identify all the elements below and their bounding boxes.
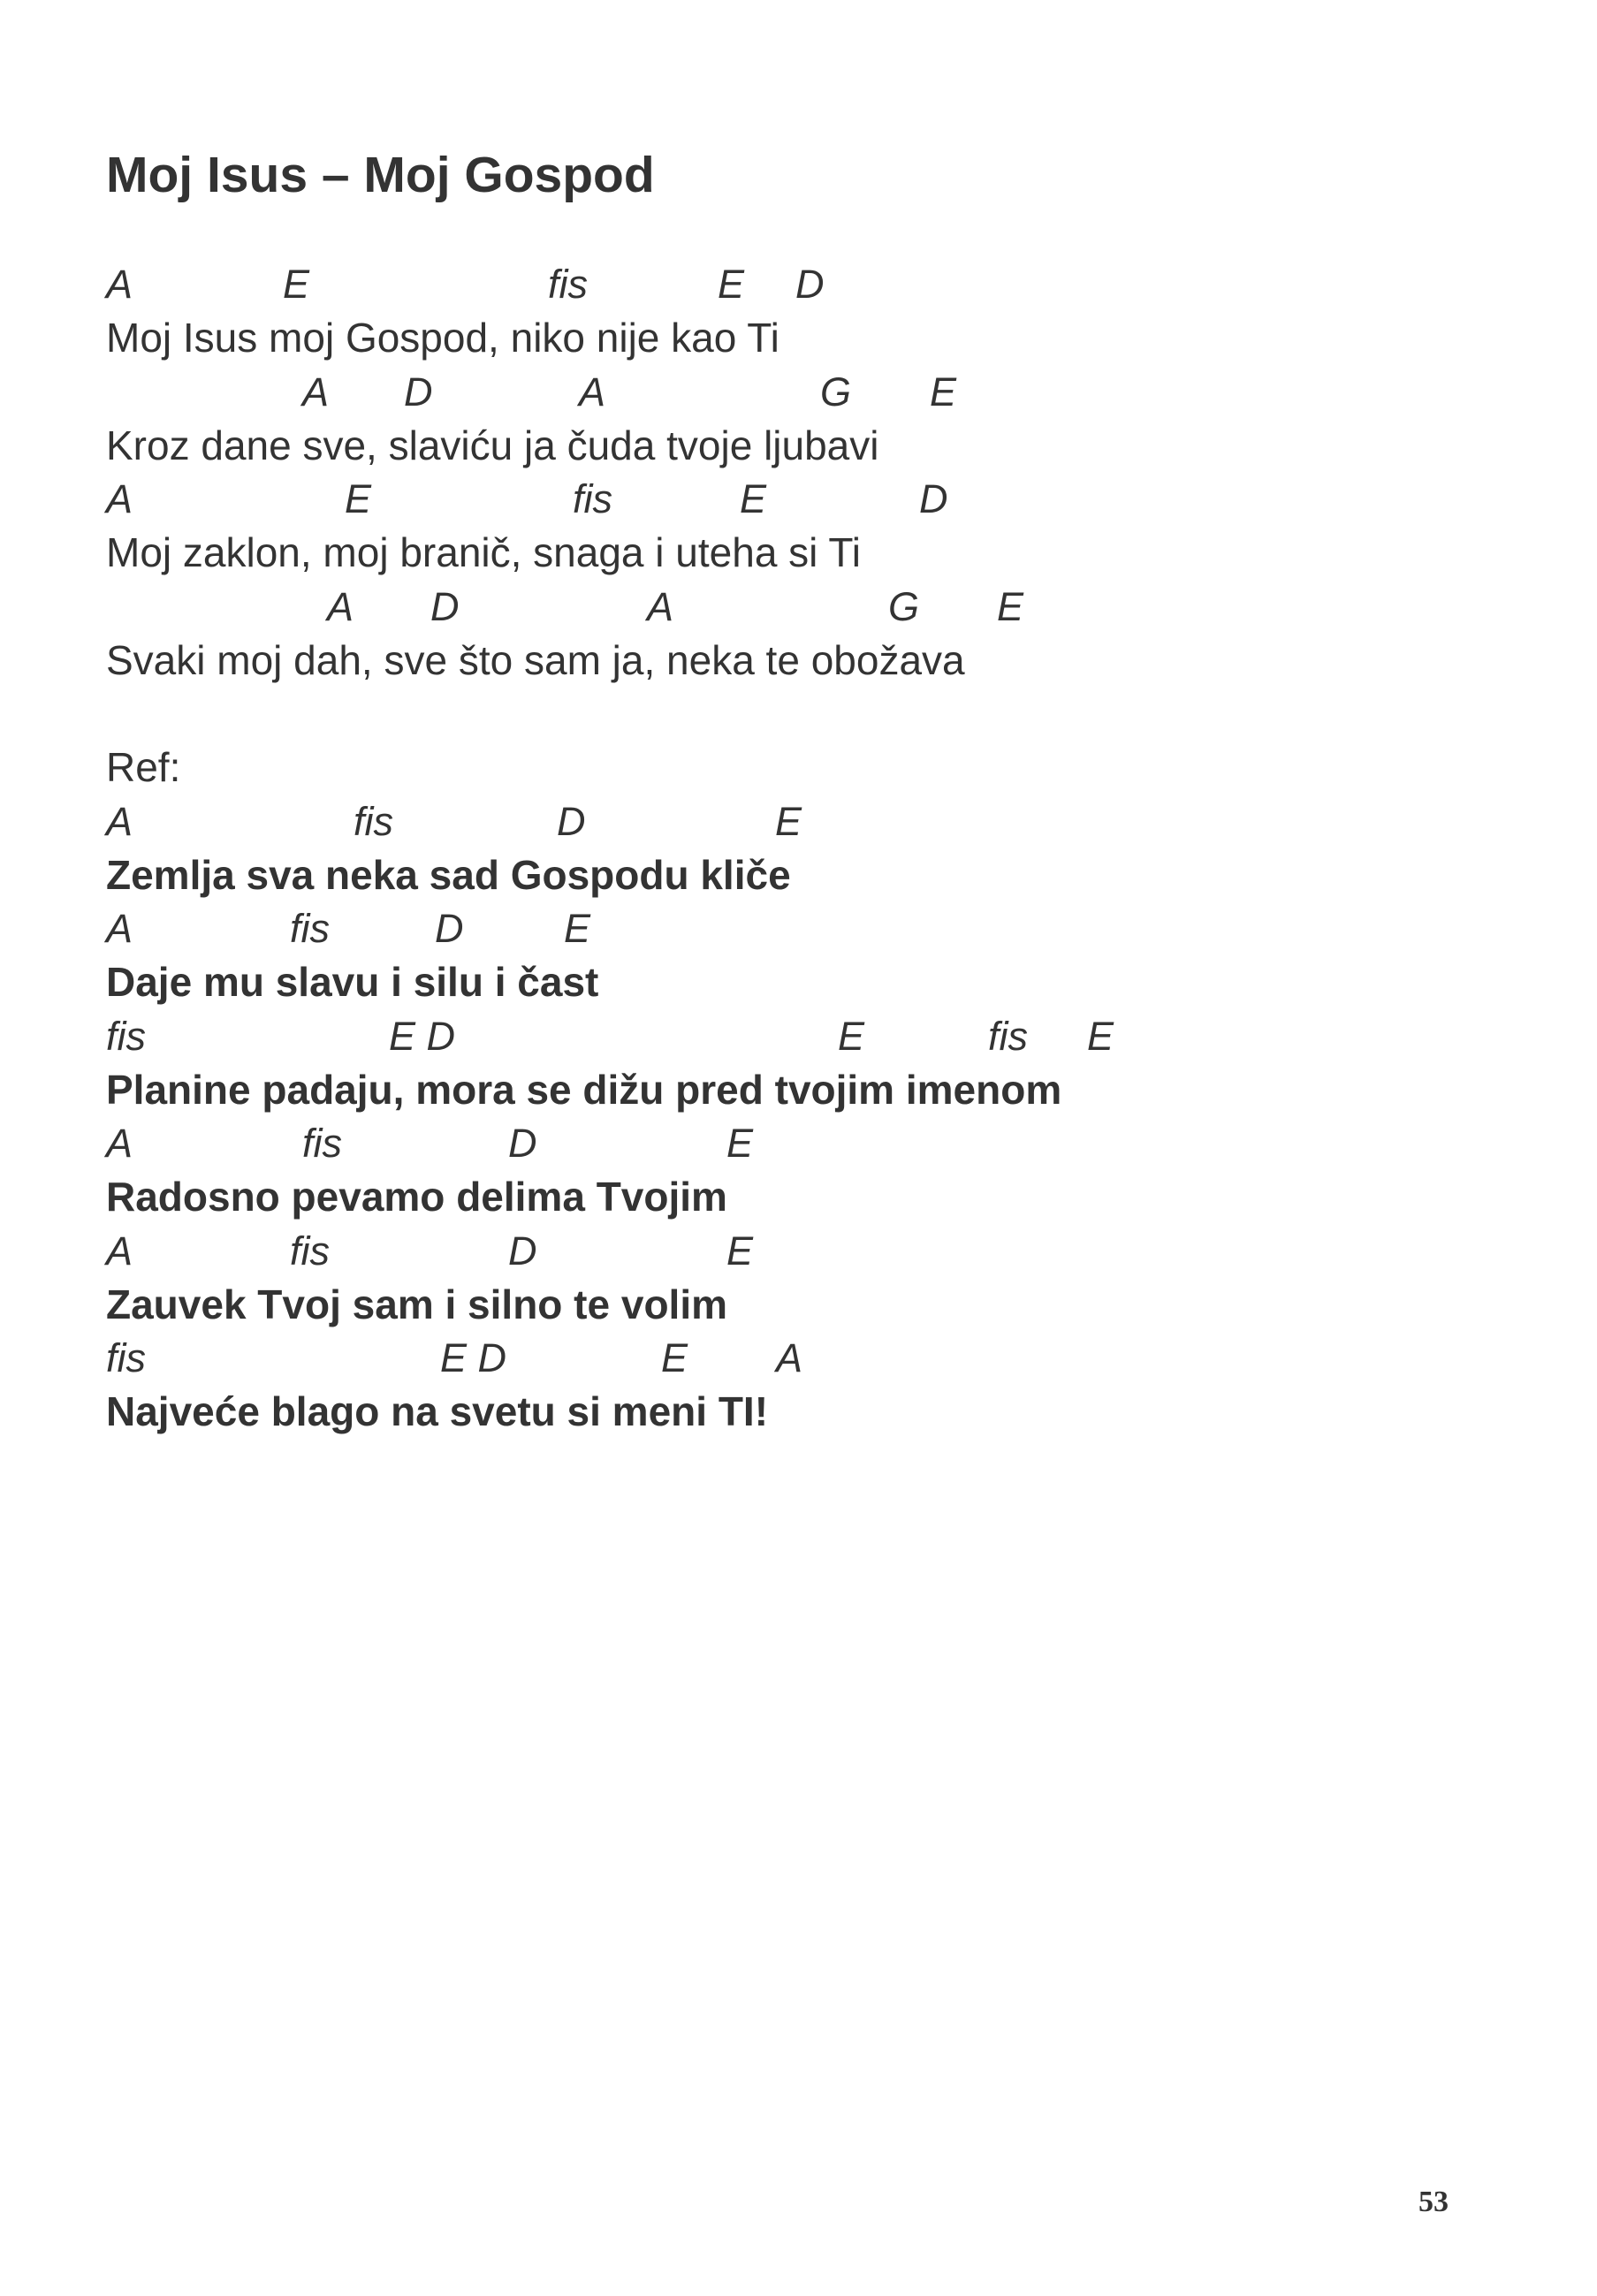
chord: E [838,1013,865,1059]
chord: E [930,369,957,414]
page-number: 53 [1418,2186,1449,2218]
chord: E [726,1121,754,1166]
song-body [106,258,1520,1440]
chord: A [579,369,606,414]
chord-row [106,1117,1520,1170]
verse-line-1 [106,258,1520,366]
verse-line-3 [106,473,1520,581]
refrain-line-2 [106,902,1520,1010]
chord-row [106,902,1520,955]
chord: D [795,262,825,307]
chord: A [106,798,133,844]
chord: A [106,262,133,307]
refrain-label: Ref: [106,744,181,790]
chord: D [435,906,464,951]
chord: A [106,1121,133,1166]
chord: E [661,1335,688,1380]
lyric-line: Kroz dane sve, slaviću ja čuda tvoje ljubavi [106,422,879,468]
chord-row [106,1225,1520,1278]
chord: A [327,583,354,629]
chord: D [557,798,586,844]
lyric-line: Radosno pevamo delima Tvojim [106,1174,727,1220]
chord: A [647,583,674,629]
chord: fis [290,906,330,951]
chord-row [106,258,1520,311]
chord: E [740,476,767,521]
refrain-line-1 [106,795,1520,903]
chord: fis [106,1335,146,1380]
chord: E [775,798,802,844]
lyric-line: Zauvek Tvoj sam i silno te volim [106,1281,728,1327]
chord: E [997,583,1024,629]
chord: fis [548,262,588,307]
chord: A [106,906,133,951]
chord: E [1087,1013,1114,1059]
verse-line-2 [106,366,1520,474]
chord: E D [389,1013,456,1059]
refrain-line-6 [106,1332,1520,1440]
chord-row [106,366,1520,419]
chord: fis [302,1121,342,1166]
chord: G [820,369,852,414]
chord: E [726,1228,754,1273]
refrain-line-3 [106,1010,1520,1118]
chord: fis [573,476,612,521]
chord: A [302,369,330,414]
chord: D [430,583,460,629]
chord: E [564,906,591,951]
chord: A [106,1228,133,1273]
chord: D [919,476,948,521]
chord-row [106,581,1520,634]
chord: A [106,476,133,521]
chord: E D [440,1335,507,1380]
chord: A [776,1335,803,1380]
chord-row [106,473,1520,526]
refrain-header [106,688,1520,795]
chord: fis [988,1013,1028,1059]
chord: E [283,262,310,307]
chord: G [888,583,920,629]
chord-row [106,795,1520,848]
chord: D [404,369,433,414]
lyric-line: Svaki moj dah, sve što sam ja, neka te obožava [106,636,965,683]
song-title: Moj Isus – Moj Gospod [106,147,655,203]
chord: fis [106,1013,146,1059]
lyric-line: Moj Isus moj Gospod, niko nije kao Ti [106,315,779,361]
lyric-line: Zemlja sva neka sad Gospodu kliče [106,851,791,898]
lyric-line: Najveće blago na svetu si meni TI! [106,1388,769,1434]
refrain-line-5 [106,1225,1520,1333]
chord: D [508,1121,537,1166]
chord: fis [290,1228,330,1273]
verse-line-4 [106,581,1520,688]
chord-row [106,1332,1520,1385]
chord: E [345,476,372,521]
chord: D [508,1228,537,1273]
chord: E [718,262,745,307]
chord: fis [354,798,393,844]
chord-row [106,1010,1520,1063]
refrain-line-4 [106,1117,1520,1225]
lyric-line: Daje mu slavu i silu i čast [106,959,599,1005]
lyric-line: Planine padaju, mora se dižu pred tvojim imenom [106,1066,1062,1113]
lyric-line: Moj zaklon, moj branič, snaga i uteha si Ti [106,529,861,575]
